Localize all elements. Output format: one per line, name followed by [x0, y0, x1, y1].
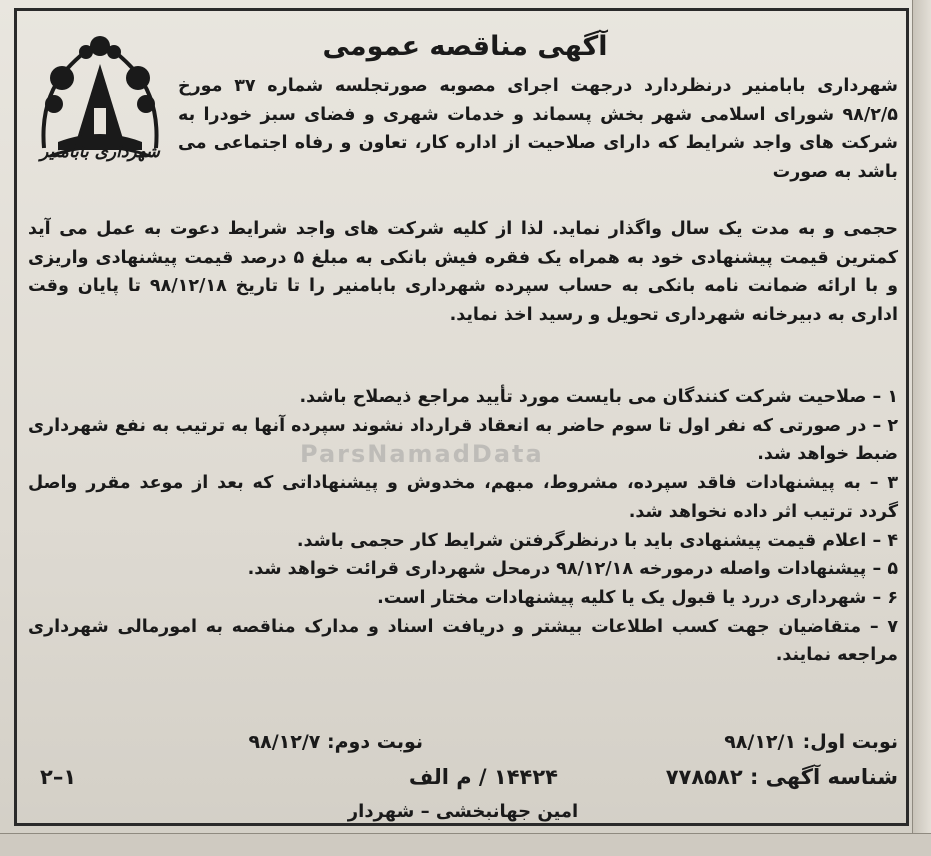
mayor-signature: امین جهانبخشی – شهردار — [347, 801, 579, 822]
ad-code: ۱۴۴۲۴ / م الف — [408, 765, 558, 789]
intro-paragraph-rest: حجمی و به مدت یک سال واگذار نماید. لذا از کلیه شرکت های واجد شرایط دعوت به عمل می آید کمترین قیمت پیشنهادی خود به همراه یک فقره فیش بانکی به مبلغ ۵ درصد قیمت پیشنهادی واریزی و با ارائه ضمانت نامه بانکی به حساب سپرده شهرداری بابامنیر را تا تاریخ ۹۸/۱۲/۱۸ تا پایان وقت اداری به دبیرخانه شهرداری تحویل و رسید اخذ نماید. — [28, 219, 898, 326]
logo-caption: شهرداری بابامنیر — [40, 142, 160, 162]
watermark: ParsNamadData — [300, 440, 544, 468]
adjacent-column-edge — [912, 0, 931, 856]
condition-item: ۱ – صلاحیت شرکت کنندگان می بایست مورد تأیید مراجع ذیصلاح باشد. — [299, 387, 898, 407]
first-round-date: نوبت اول: ۹۸/۱۲/۱ — [724, 731, 898, 753]
adjacent-clipping-edge — [0, 833, 931, 856]
condition-item: ۲ – در صورتی که نفر اول تا سوم حاضر به انعقاد قرارداد نشوند سپرده آنها به ترتیب به نفع شهرداری ضبط خواهد شد. — [28, 415, 898, 465]
conditions-list — [28, 383, 898, 670]
notice-title: آگهی مناقصه عمومی — [322, 31, 608, 62]
condition-item: ۶ – شهرداری دررد یا قبول یک یا کلیه پیشنهادات مختار است. — [377, 587, 898, 608]
condition-item: ۷ – متقاضیان جهت کسب اطلاعات بیشتر و دریافت اسناد و مدارک مناقصه به امورمالی شهرداری مراجعه نمایند. — [28, 616, 898, 666]
intro-paragraph-top: شهرداری بابامنیر درنظردارد درجهت اجرای مصوبه صورتجلسه شماره ۳۷ مورخ ۹۸/۲/۵ شورای اسلامی شهر بخش پسماند و خدمات شهری و فضای سبز خودرا به شرکت های واجد شرایط که دارای صلاحیت از اداره کار، تعاون و رفاه اجتماعی می باشد به صورت — [178, 76, 898, 183]
condition-item: ۳ – به پیشنهادات فاقد سپرده، مشروط، مبهم، مخدوش و پیشنهاداتی که بعد از موعد مقرر واصل گردد ترتیب اثر داده نخواهد شد. — [28, 473, 898, 522]
condition-item: ۴ – اعلام قیمت پیشنهادی باید با درنظرگرفتن شرایط کار حجمی باشد. — [296, 530, 898, 551]
notice-intro-rest — [28, 215, 898, 330]
ad-series: ۱–۲ — [40, 765, 77, 789]
ad-id: شناسه آگهی : ۷۷۸۵۸۲ — [665, 765, 898, 789]
condition-item: ۵ – پیشنهادات واصله درمورخه ۹۸/۱۲/۱۸ درمحل شهرداری قرائت خواهد شد. — [247, 559, 898, 580]
second-round-date: نوبت دوم: ۹۸/۱۲/۷ — [248, 731, 423, 753]
notice-intro-top — [178, 72, 898, 187]
